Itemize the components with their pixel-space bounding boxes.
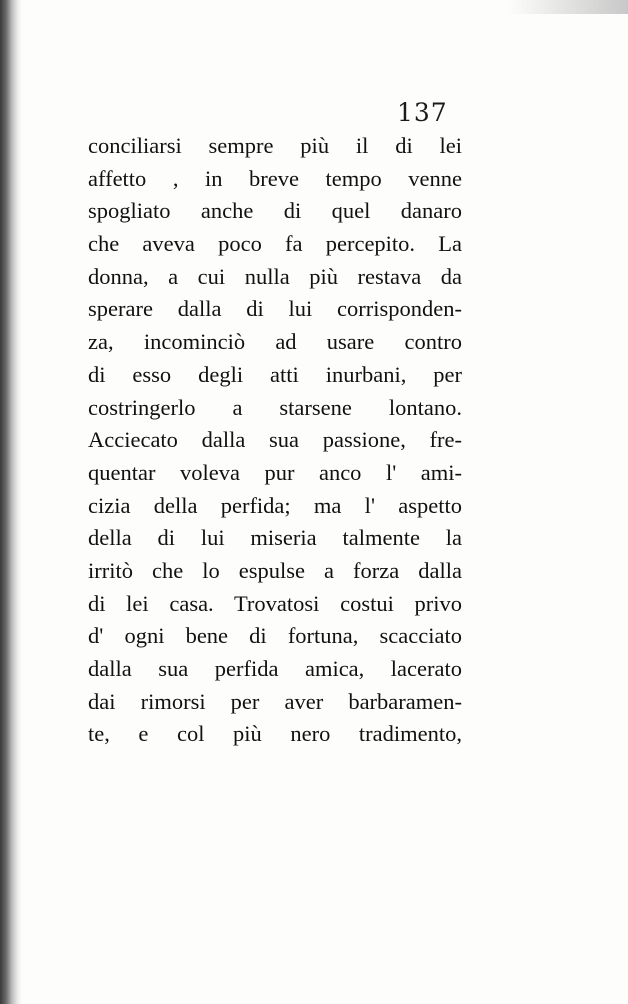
text-line: di esso degli atti inurbani, per (88, 361, 462, 387)
text-line: che aveva poco fa percepito. La (88, 231, 462, 257)
text-line: te, e col più nero tradimento, (88, 721, 462, 747)
page-number: 137 (397, 98, 448, 127)
page-binding-shadow (0, 0, 22, 1004)
text-line: donna, a cui nulla più restava da (88, 263, 462, 289)
text-line: dalla sua perfida amica, lacerato (88, 656, 462, 681)
text-line: cizia della perfida; ma l' aspetto (88, 492, 462, 518)
text-line: spogliato anche di quel danaro (88, 198, 462, 224)
text-line: quentar voleva pur anco l' ami- (88, 459, 462, 485)
text-line: affetto , in breve tempo venne (88, 165, 462, 191)
text-line: d' ogni bene di fortuna, scacciato (88, 623, 462, 649)
text-line: irritò che lo espulse a forza dalla (88, 557, 462, 583)
text-line: della di lui miseria talmente la (88, 525, 462, 551)
text-line: conciliarsi sempre più il di lei (88, 133, 462, 158)
text-line: costringerlo a starsene lontano. (88, 394, 462, 420)
text-line: za, incominciò ad usare contro (88, 329, 462, 355)
body-text (88, 130, 462, 751)
text-line: Acciecato dalla sua passione, fre- (88, 427, 462, 453)
text-line: sperare dalla di lui corrisponden- (88, 296, 462, 322)
text-line: di lei casa. Trovatosi costui privo (88, 590, 462, 616)
page-top-smudge (508, 0, 628, 14)
text-line: dai rimorsi per aver barbaramen- (88, 688, 462, 714)
